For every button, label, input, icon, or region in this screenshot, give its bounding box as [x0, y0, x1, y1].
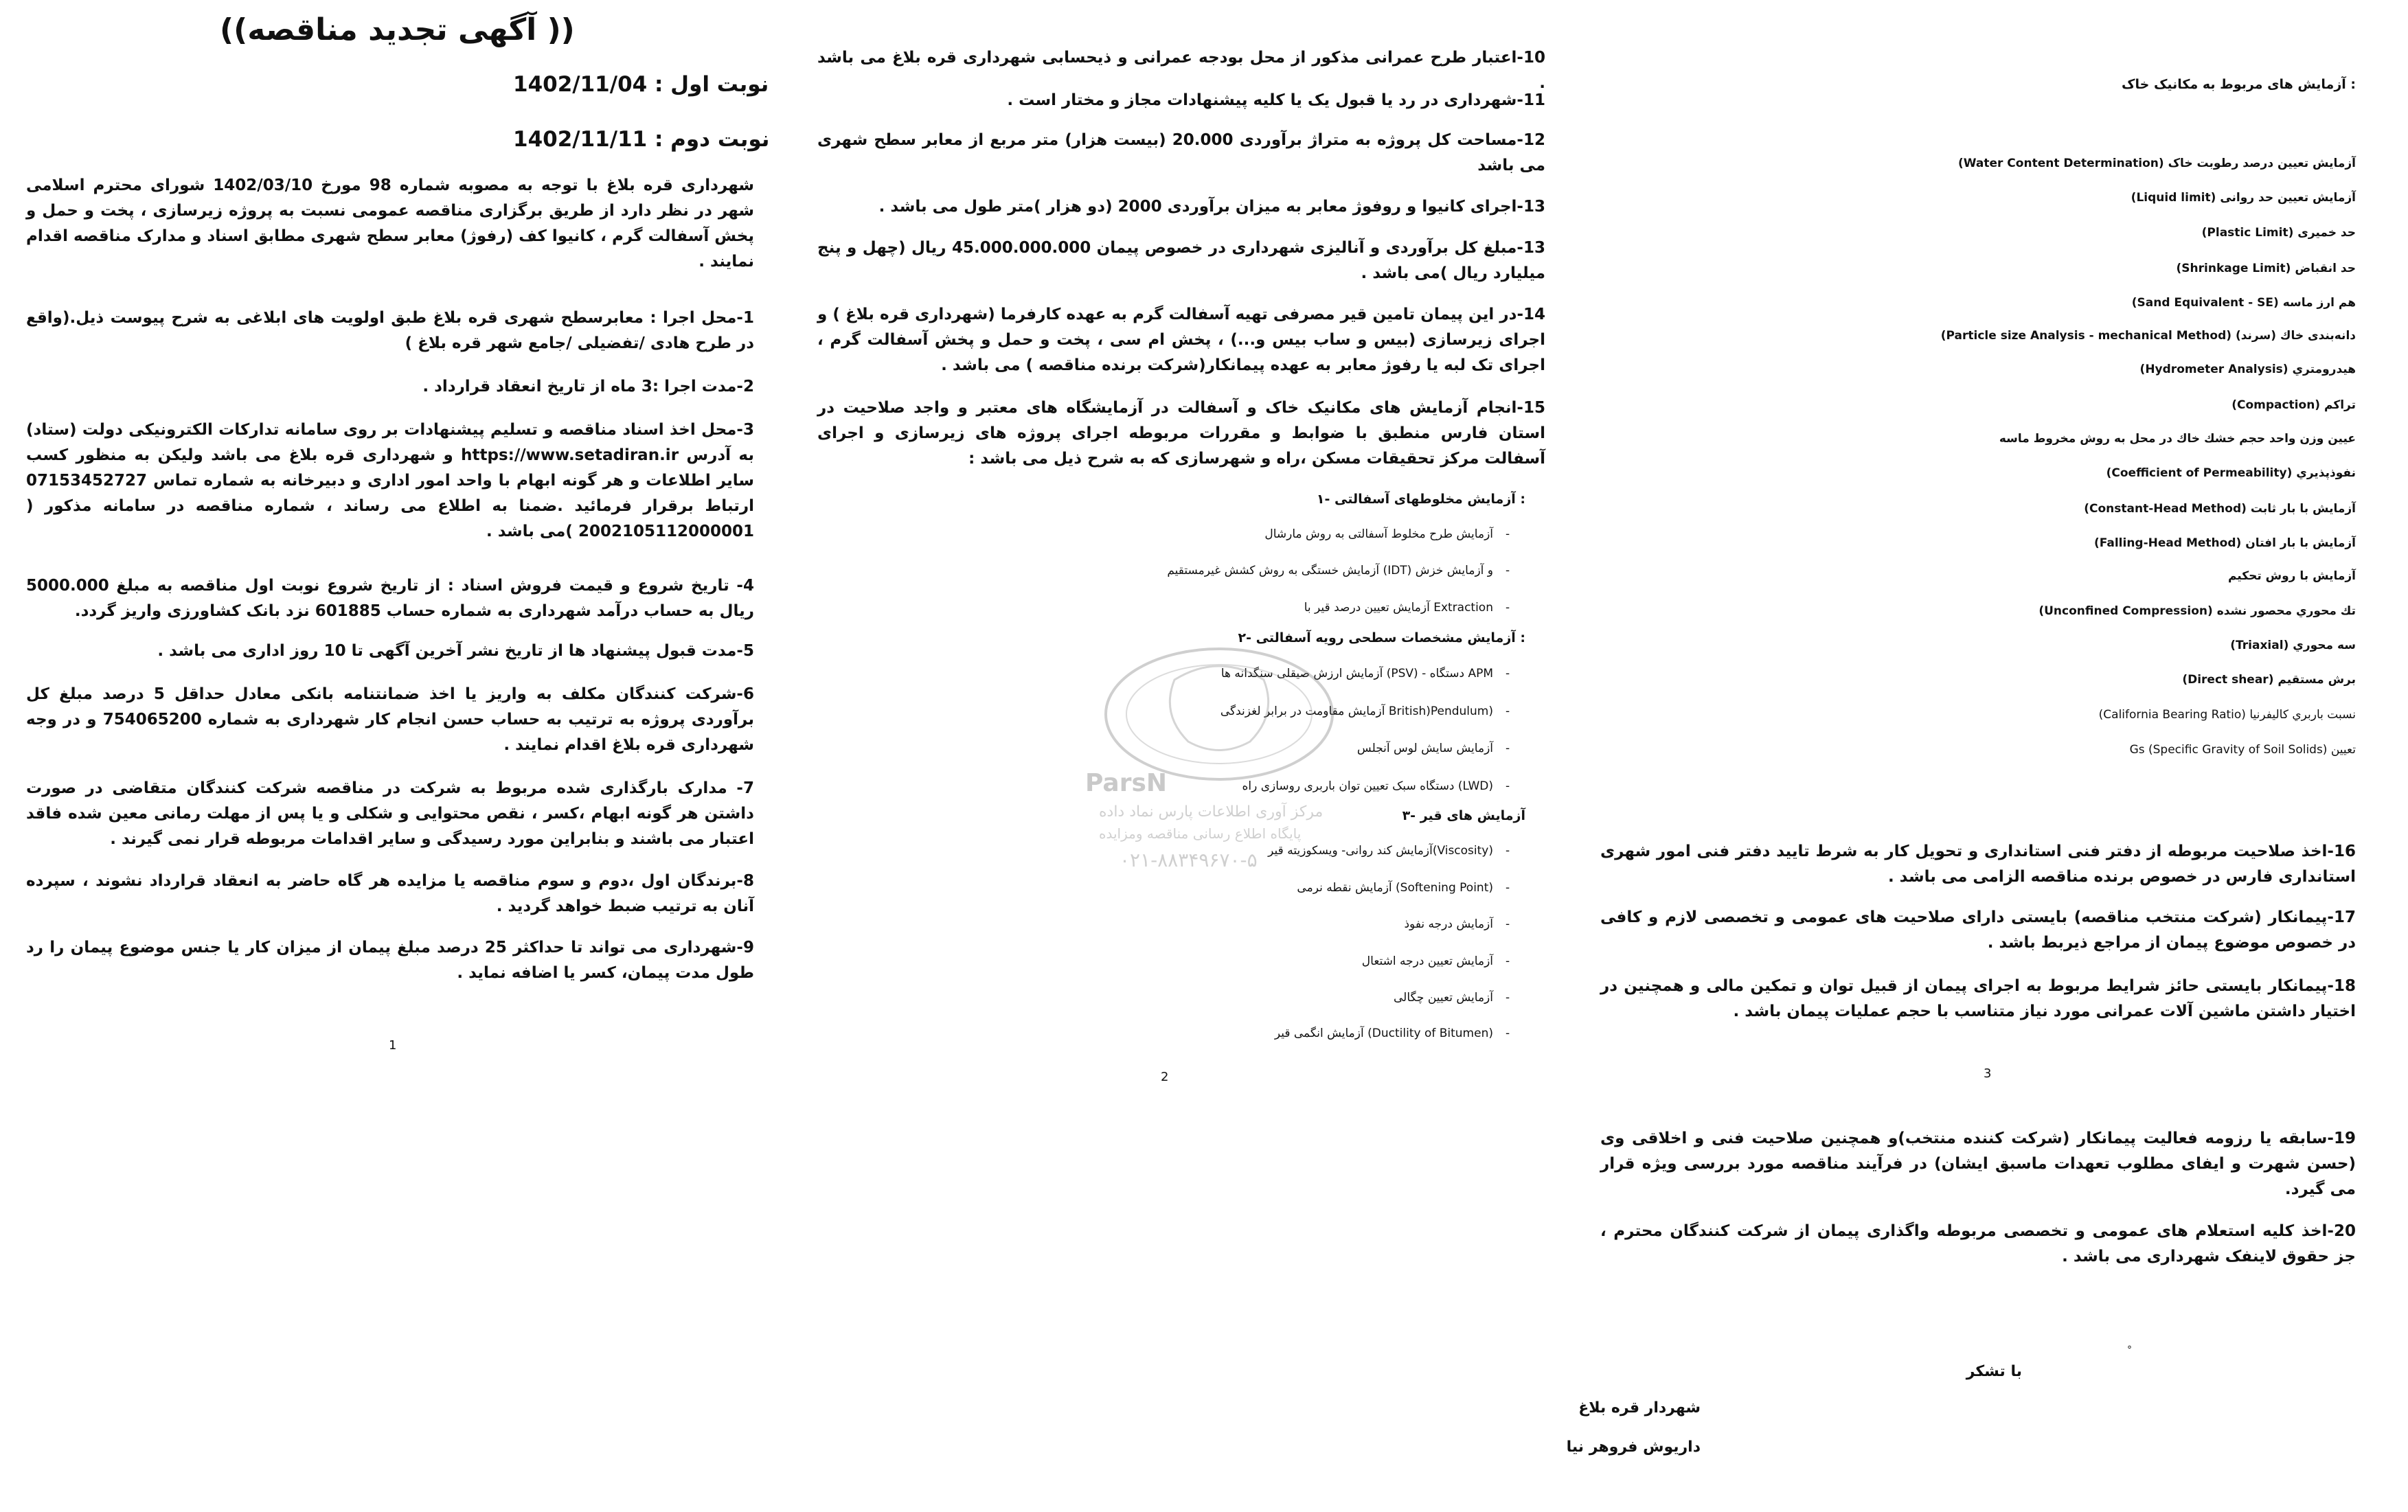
item-4: 4- تاریخ شروع و قیمت فروش اسناد : از تاریخ شروع نوبت اول مناقصه به مبلغ 5000.000 ریال به حساب درآمد شهرداری به شماره حساب 601885 نزد بانک کشاورزی واریز گردد. [26, 577, 754, 620]
first-publication-date: نوبت اول : 1402/11/04 [513, 72, 769, 97]
parsnamad-watermark [1071, 639, 1367, 886]
second-publication-date: نوبت دوم : 1402/11/11 [513, 127, 770, 152]
watermark-brand: ParsN [1085, 769, 1168, 797]
item-15: 15-انجام آزمایش های مکانیک خاک و آسفالت در آزمایشگاه های معتبر و واجد صلاحیت در استان فارس منطبق با ضوابط و مقررات مربوطه اجرای پروژه های زیرسازی و اجرای آسفالت مرکز تحقیقات مسکن ،راه و شهرسازی که به شرح ذیل می باشد : [817, 399, 1545, 468]
bitumen-test-1: آزمایش کند روانی- ویسکوزیته قیر(Viscosity) [1268, 844, 1493, 858]
list-bullet: - [1506, 881, 1510, 895]
list-bullet: - [1506, 705, 1510, 718]
list-bullet: - [1506, 564, 1510, 577]
item-3: 3-محل اخذ اسناد مناقصه و تسلیم پیشنهادات بر روی سامانه تدارکات الکترونیکی دولت (ستاد) به آدرس https://www.setadiran.ir و شهرداری قره بلاغ می باشد ولیکن به منظور کسب سایر اطلاعات و هر گونه ابهام با واحد امور اداری و دبیرخانه به شماره تماس 07153452727 ارتباط برقرار فرمائید .ضمنا به اطلاع می رساند ، شماره مناقصه در سامانه مذکور ( 2002105112000001 )می باشد . [26, 421, 754, 540]
list-bullet: - [1506, 991, 1510, 1005]
list-bullet: - [1506, 742, 1510, 755]
list-bullet: - [1506, 601, 1510, 615]
soil-tests-heading: آزمایش های مربوط به مکانیک خاک : [2122, 77, 2356, 92]
soil-test-item: عیین وزن واحد حجم خشك خاك در محل به روش مخروط ماسه [1999, 432, 2356, 446]
intro-paragraph: شهرداری قره بلاغ با توجه به مصوبه شماره 98 مورخ 1402/03/10 شورای محترم اسلامی شهر در نظر دارد از طریق برگزاری مناقصه عمومی نسبت به پروژه زیرسازی ، پخت و حمل و پخش آسفالت گرم ، کانیوا کف (رفوژ) معابر سطح شهری مطابق اسناد و مدارک مناقصه اقدام نمایند . [26, 176, 755, 271]
list-bullet: - [1506, 917, 1510, 931]
soil-test-item: حد خمیری (Plastic Limit) [2201, 226, 2356, 240]
soil-test-item: تعیین Gs (Specific Gravity of Soil Solids) [2129, 743, 2356, 757]
watermark-line-2: پایگاه اطلاع رسانی مناقصه ومزایده [1099, 825, 1302, 842]
bitumen-test-2: آزمایش نقطه نرمی (Softening Point) [1297, 881, 1493, 895]
soil-test-item: سه محوري (Triaxial) [2230, 639, 2356, 652]
list-bullet: - [1506, 844, 1510, 858]
thanks-text: با تشکر [1966, 1363, 2022, 1380]
item-13b: 13-مبلغ کل برآوردی و آنالیزی شهرداری در خصوص پیمان 45.000.000.000 ریال (چهل و پنج میلیارد ریال )می باشد . [817, 239, 1545, 282]
item-6: 6-شرکت کنندگان مکلف به واریز یا اخذ ضمانتنامه بانکی معادل حداقل 5 درصد مبلغ کل برآوردی پروژه به ترتیب به حساب حسن انجام کار شهرداری به شماره 754065200 و در وجه شهرداری قره بلاغ اقدام نمایند . [26, 685, 755, 754]
soil-test-item: آزمایش با روش تحكیم [2227, 569, 2356, 583]
asphalt-mix-test-3: آزمایش تعیین درصد قیر با Extraction [1304, 601, 1493, 615]
soil-test-item: دانه‌بندی خاك (سرند) (Particle size Analysis - mechanical Method) [1940, 329, 2356, 343]
watermark-phone: ۰۲۱-۸۸۳۴۹۶۷۰-۵ [1120, 849, 1258, 871]
surface-test-1: آزمایش ارزش صیقلی سنگدانه ها (PSV) - دستگاه APM [1220, 667, 1493, 680]
item-5: 5-مدت قبول پیشنهاد ها از تاریخ نشر آخرین آگهی تا 10 روز اداری می باشد . [157, 642, 754, 660]
bitumen-tests-heading: ۳- آزمایش های قیر [1402, 808, 1525, 823]
item-1: 1-محل اجرا : معابرسطح شهری قره بلاغ طبق اولویت های ابلاغی به شرح پیوست ذیل.(واقع در طرح هادی /تفضیلی /جامع شهر قره بلاغ ) [26, 309, 754, 352]
asphalt-mix-test-1: آزمایش طرح مخلوط آسفالتی به روش مارشال [1264, 527, 1493, 541]
item-16: 16-اخذ صلاحیت مربوطه از دفتر فنی استانداری و تحویل کار به شرط تایید دفتر فنی امور شهری استانداری فارس در خصوص برنده مناقصه الزامی می باشد . [1600, 843, 2356, 886]
list-bullet: - [1506, 527, 1510, 541]
asphalt-mix-test-2: آزمایش خستگی به روش کشش غیرمستقیم (IDT) و آزمایش خزش [1167, 564, 1493, 577]
item-12: 12-مساحت کل پروژه به متراژ برآوردی 20.000 (بیست هزار) متر مربع از معابر سطح شهری می باشد [817, 131, 1545, 174]
soil-test-item: تراكم (Compaction) [2231, 398, 2356, 412]
soil-test-item: هم ارز ماسه (Sand Equivalent - SE) [2131, 296, 2356, 310]
bitumen-test-5: آزمایش تعیین چگالی [1394, 991, 1493, 1005]
list-bullet: - [1506, 954, 1510, 968]
small-mark: ° [2127, 1344, 2132, 1355]
notice-title: ((آگهی تجدید مناقصه )) [220, 12, 575, 47]
item-10: 10-اعتبار طرح عمرانی مذکور از محل بودجه عمرانی و ذیحسابی شهرداری قره بلاغ می باشد . [817, 49, 1545, 92]
item-7: 7- مدارک بارگذاری شده مربوط به شرکت در مناقصه شرکت کنندگان متقاضی در صورت داشتن هر گونه ابهام ،کسر ، نقص محتوایی و شکلی و یا پس از مهلت رمانی معین شده فاقد اعتبار می باشند و بنابراین مورد رسیدگی و سایر اقدامات مربوطه قرار نمی گیرند . [26, 779, 754, 848]
item-17: 17-پیمانکار (شرکت منتخب مناقصه) بایستی دارای صلاحیت های عمومی و تخصصی لازم و کافی در خصوص موضوع پیمان از مراجع ذیربط باشد . [1600, 908, 2356, 952]
item-18: 18-پیمانکار بایستی حائز شرایط مربوط به اجرای پیمان از قبیل توان و تمکین مالی و همچنین در اختیار داشتن ماشین آلات عمرانی مورد نیاز متناسب با حجم عملیات پیمان باشد . [1600, 977, 2356, 1020]
surface-test-2: آزمایش مقاومت در برابر لغزندگی British)Pendulum) [1220, 705, 1493, 718]
surface-test-3: آزمایش سایش لوس آنجلس [1356, 742, 1493, 755]
bitumen-test-4: آزمایش تعیین درجه اشتعال [1361, 954, 1493, 968]
surface-test-4: دستگاه سبک تعیین توان باربری روسازی راه (LWD) [1242, 779, 1493, 793]
item-13a: 13-اجرای کانیوا و روفوژ معابر به میزان برآوردی 2000 (دو هزار )متر طول می باشد . [878, 198, 1545, 216]
list-bullet: - [1506, 667, 1510, 680]
soil-test-item: آزمایش تعیین حد روانی (Liquid limit) [2131, 191, 2356, 205]
list-bullet: - [1506, 779, 1510, 793]
soil-test-item: آزمایش تعیین درصد رطوبت خاک (Water Content Determination) [1957, 157, 2356, 170]
signer-name: داریوش فروهر نیا [1566, 1439, 1701, 1456]
item-14: 14-در این پیمان تامین قیر مصرفی تهیه آسفالت گرم به عهده کارفرما (شهرداری قره بلاغ ) و اجرای زیرسازی (بیس و ساب بیس و...) ، پخش ام سی ، پخت و حمل و پخش آسفالت گرم ، اجرای تک لبه یا رفوژ معابر به عهده پیمانکار(شرکت برنده مناقصه ) می باشد . [817, 306, 1545, 374]
bitumen-test-6: آزمایش انگمی قیر (Ductility of Bitumen) [1274, 1027, 1493, 1040]
soil-test-item: حد انقباض (Shrinkage Limit) [2176, 262, 2356, 275]
soil-test-item: برش مستقیم (Direct shear) [2182, 673, 2356, 687]
soil-test-item: تك محوري محصور نشده (Unconfined Compression) [2038, 604, 2356, 618]
item-20: 20-اخذ کلیه استعلام های عمومی و تخصصی مربوطه واگذاری پیمان از شرکت کنندگان محترم ، جز حقوق لاینفک شهرداری می باشد . [1600, 1222, 2356, 1265]
bitumen-test-3: آزمایش درجه نفوذ [1404, 917, 1493, 931]
item-19: 19-سابقه یا رزومه فعالیت پیمانکار (شرکت کننده منتخب)و همچنین صلاحیت فنی و اخلاقی وی (حسن شهرت و ایفای مطلوب تعهدات ماسبق ایشان) در فرآیند مناقصه مورد بررسی ویژه قرار می گیرد. [1600, 1130, 2356, 1198]
surface-tests-heading: ۲- آزمایش مشخصات سطحی رویه آسفالتی : [1238, 630, 1525, 645]
item-2: 2-مدت اجرا :3 ماه از تاریخ انعقاد قرارداد . [422, 378, 754, 396]
soil-test-item: هیدرومتري (Hydrometer Analysis) [2139, 363, 2356, 376]
soil-test-item: آزمایش با بار ثابت (Constant-Head Method) [2084, 502, 2356, 516]
page-number-1: 1 [389, 1038, 397, 1053]
list-bullet: - [1506, 1027, 1510, 1040]
asphalt-mix-tests-heading: ۱- آزمایش مخلوطهای آسفالتی : [1316, 492, 1525, 507]
signer-title: شهردار قره بلاغ [1578, 1399, 1701, 1417]
item-9: 9-شهرداری می تواند تا حداکثر 25 درصد مبلغ پیمان از میزان کار یا جنس موضوع پیمان را رد طول مدت پیمان، کسر یا اضافه نماید . [26, 939, 754, 982]
soil-test-item: نسبت باربري كالیفرنیا (California Bearing Ratio) [2098, 708, 2356, 722]
soil-test-item: نفوذپذیري (Coefficient of Permeability) [2106, 466, 2356, 480]
page-number-2: 2 [1161, 1070, 1169, 1084]
item-11: 11-شهرداری در رد یا قبول یک یا کلیه پیشنهادات مجاز و مختار است . [1007, 91, 1545, 109]
watermark-line-1: مرکز آوری اطلاعات پارس نماد داده [1099, 803, 1324, 821]
item-8: 8-برندگان اول ،دوم و سوم مناقصه یا مزایده هر گاه حاضر به انعقاد قرارداد نشوند ، سپرده آنان به ترتیب ضبط خواهد گردید . [26, 872, 754, 915]
soil-test-item: آزمایش با بار افتان (Falling-Head Method) [2093, 536, 2356, 550]
page-number-3: 3 [1984, 1066, 1992, 1081]
